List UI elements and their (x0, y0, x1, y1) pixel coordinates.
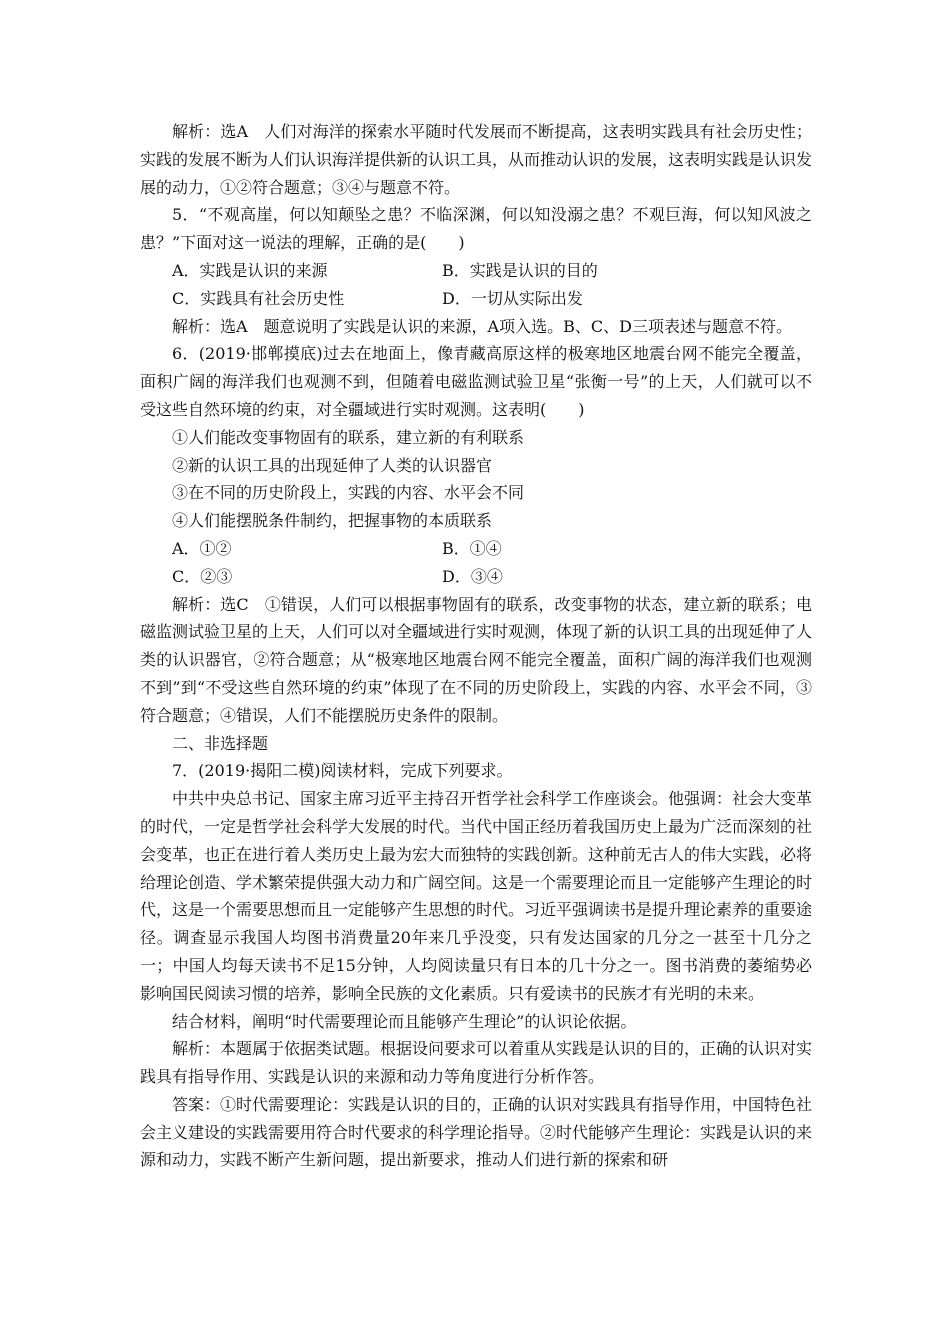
q7-question: 结合材料，阐明“时代需要理论而且能够产生理论”的认识论依据。 (172, 1011, 637, 1031)
document-content (140, 118, 812, 1174)
q6-statement-2: ②新的认识工具的出现延伸了人类的认识器官 (172, 455, 493, 475)
q7-answer: 答案：①时代需要理论：实践是认识的目的，正确的认识对实践具有指导作用，中国特色社会主义建设的实践需要用符合时代要求的科学理论指导。②时代能够产生理论：实践是认识的来源和动力，实践不断产生新问题，提出新要求，推动人们进行新的探索和研 (140, 1094, 813, 1170)
q6-statement-3: ③在不同的历史阶段上，实践的内容、水平会不同 (172, 483, 525, 503)
q7-stem: 7．(2019·揭阳二模)阅读材料，完成下列要求。 (172, 761, 513, 781)
q6-stem: 6．(2019·邯郸摸底)过去在地面上，像青藏高原这样的极寒地区地震台网不能完全覆盖，面积广阔的海洋我们也观测不到，但随着电磁监测试验卫星“张衡一号”的上天，人们就可以不受这些自然环境的约束，对全疆域进行实时观测。这表明( ) (140, 344, 812, 419)
q5-options (140, 257, 812, 313)
q6-option-a: A．①② (172, 538, 232, 558)
q5-option-d: D．一切从实际出发 (442, 288, 583, 308)
q5-analysis: 解析：选A 题意说明了实践是认识的来源，A项入选。B、C、D三项表述与题意不符。 (172, 316, 792, 336)
q5-option-c: C．实践具有社会历史性 (172, 288, 345, 308)
q5-option-a: A．实践是认识的来源 (172, 260, 328, 280)
q6-statement-1: ①人们能改变事物固有的联系，建立新的有利联系 (172, 427, 525, 447)
q5-stem: 5．“不观高崖，何以知颠坠之患？不临深渊，何以知没溺之患？不观巨海，何以知风波之患？”下面对这一说法的理解，正确的是( ) (140, 205, 812, 253)
section-heading: 二、非选择题 (172, 733, 269, 753)
q7-material: 中共中央总书记、国家主席习近平主持召开哲学社会科学工作座谈会。他强调：社会大变革的时代，一定是哲学社会科学大发展的时代。当代中国正经历着我国历史上最为广泛而深刻的社会变革，也正在进行着人类历史上最为宏大而独特的实践创新。这种前无古人的伟大实践，必将给理论创造、学术繁荣提供强大动力和广阔空间。这是一个需要理论而且一定能够产生理论的时代，这是一个需要思想而且一定能够产生思想的时代。习近平强调读书是提升理论素养的重要途径。调查显示我国人均图书消费量20年来几乎没变，只有发达国家的几分之一甚至十几分之一；中国人均每天读书不足15分钟，人均阅读量只有日本的几十分之一。图书消费的萎缩势必影响国民阅读习惯的培养，影响全民族的文化素质。只有爱读书的民族才有光明的未来。 (140, 789, 813, 1003)
q6-statement-4: ④人们能摆脱条件制约，把握事物的本质联系 (172, 511, 493, 531)
q6-analysis: 解析：选C ①错误，人们可以根据事物固有的联系，改变事物的状态，建立新的联系；电磁监测试验卫星的上天，人们可以对全疆域进行实时观测，体现了新的认识工具的出现延伸了人类的认识器官，②符合题意；从“极寒地区地震台网不能完全覆盖，面积广阔的海洋我们也观测不到”到“不受这些自然环境的约束”体现了在不同的历史阶段上，实践的内容、水平会不同，③符合题意；④错误，人们不能摆脱历史条件的限制。 (140, 594, 813, 725)
q6-option-d: D．③④ (442, 566, 503, 586)
q6-options (140, 535, 812, 591)
q6-option-b: B．①④ (442, 538, 502, 558)
q4-analysis: 解析：选A 人们对海洋的探索水平随时代发展而不断提高，这表明实践具有社会历史性；实践的发展不断为人们认识海洋提供新的认识工具，从而推动认识的发展，这表明实践是认识发展的动力，①②符合题意；③④与题意不符。 (140, 122, 813, 197)
q6-option-c: C．②③ (172, 566, 233, 586)
q7-analysis: 解析：本题属于依据类试题。根据设问要求可以着重从实践是认识的目的，正确的认识对实践具有指导作用、实践是认识的来源和动力等角度进行分析作答。 (140, 1039, 813, 1087)
q5-option-b: B．实践是认识的目的 (442, 260, 598, 280)
